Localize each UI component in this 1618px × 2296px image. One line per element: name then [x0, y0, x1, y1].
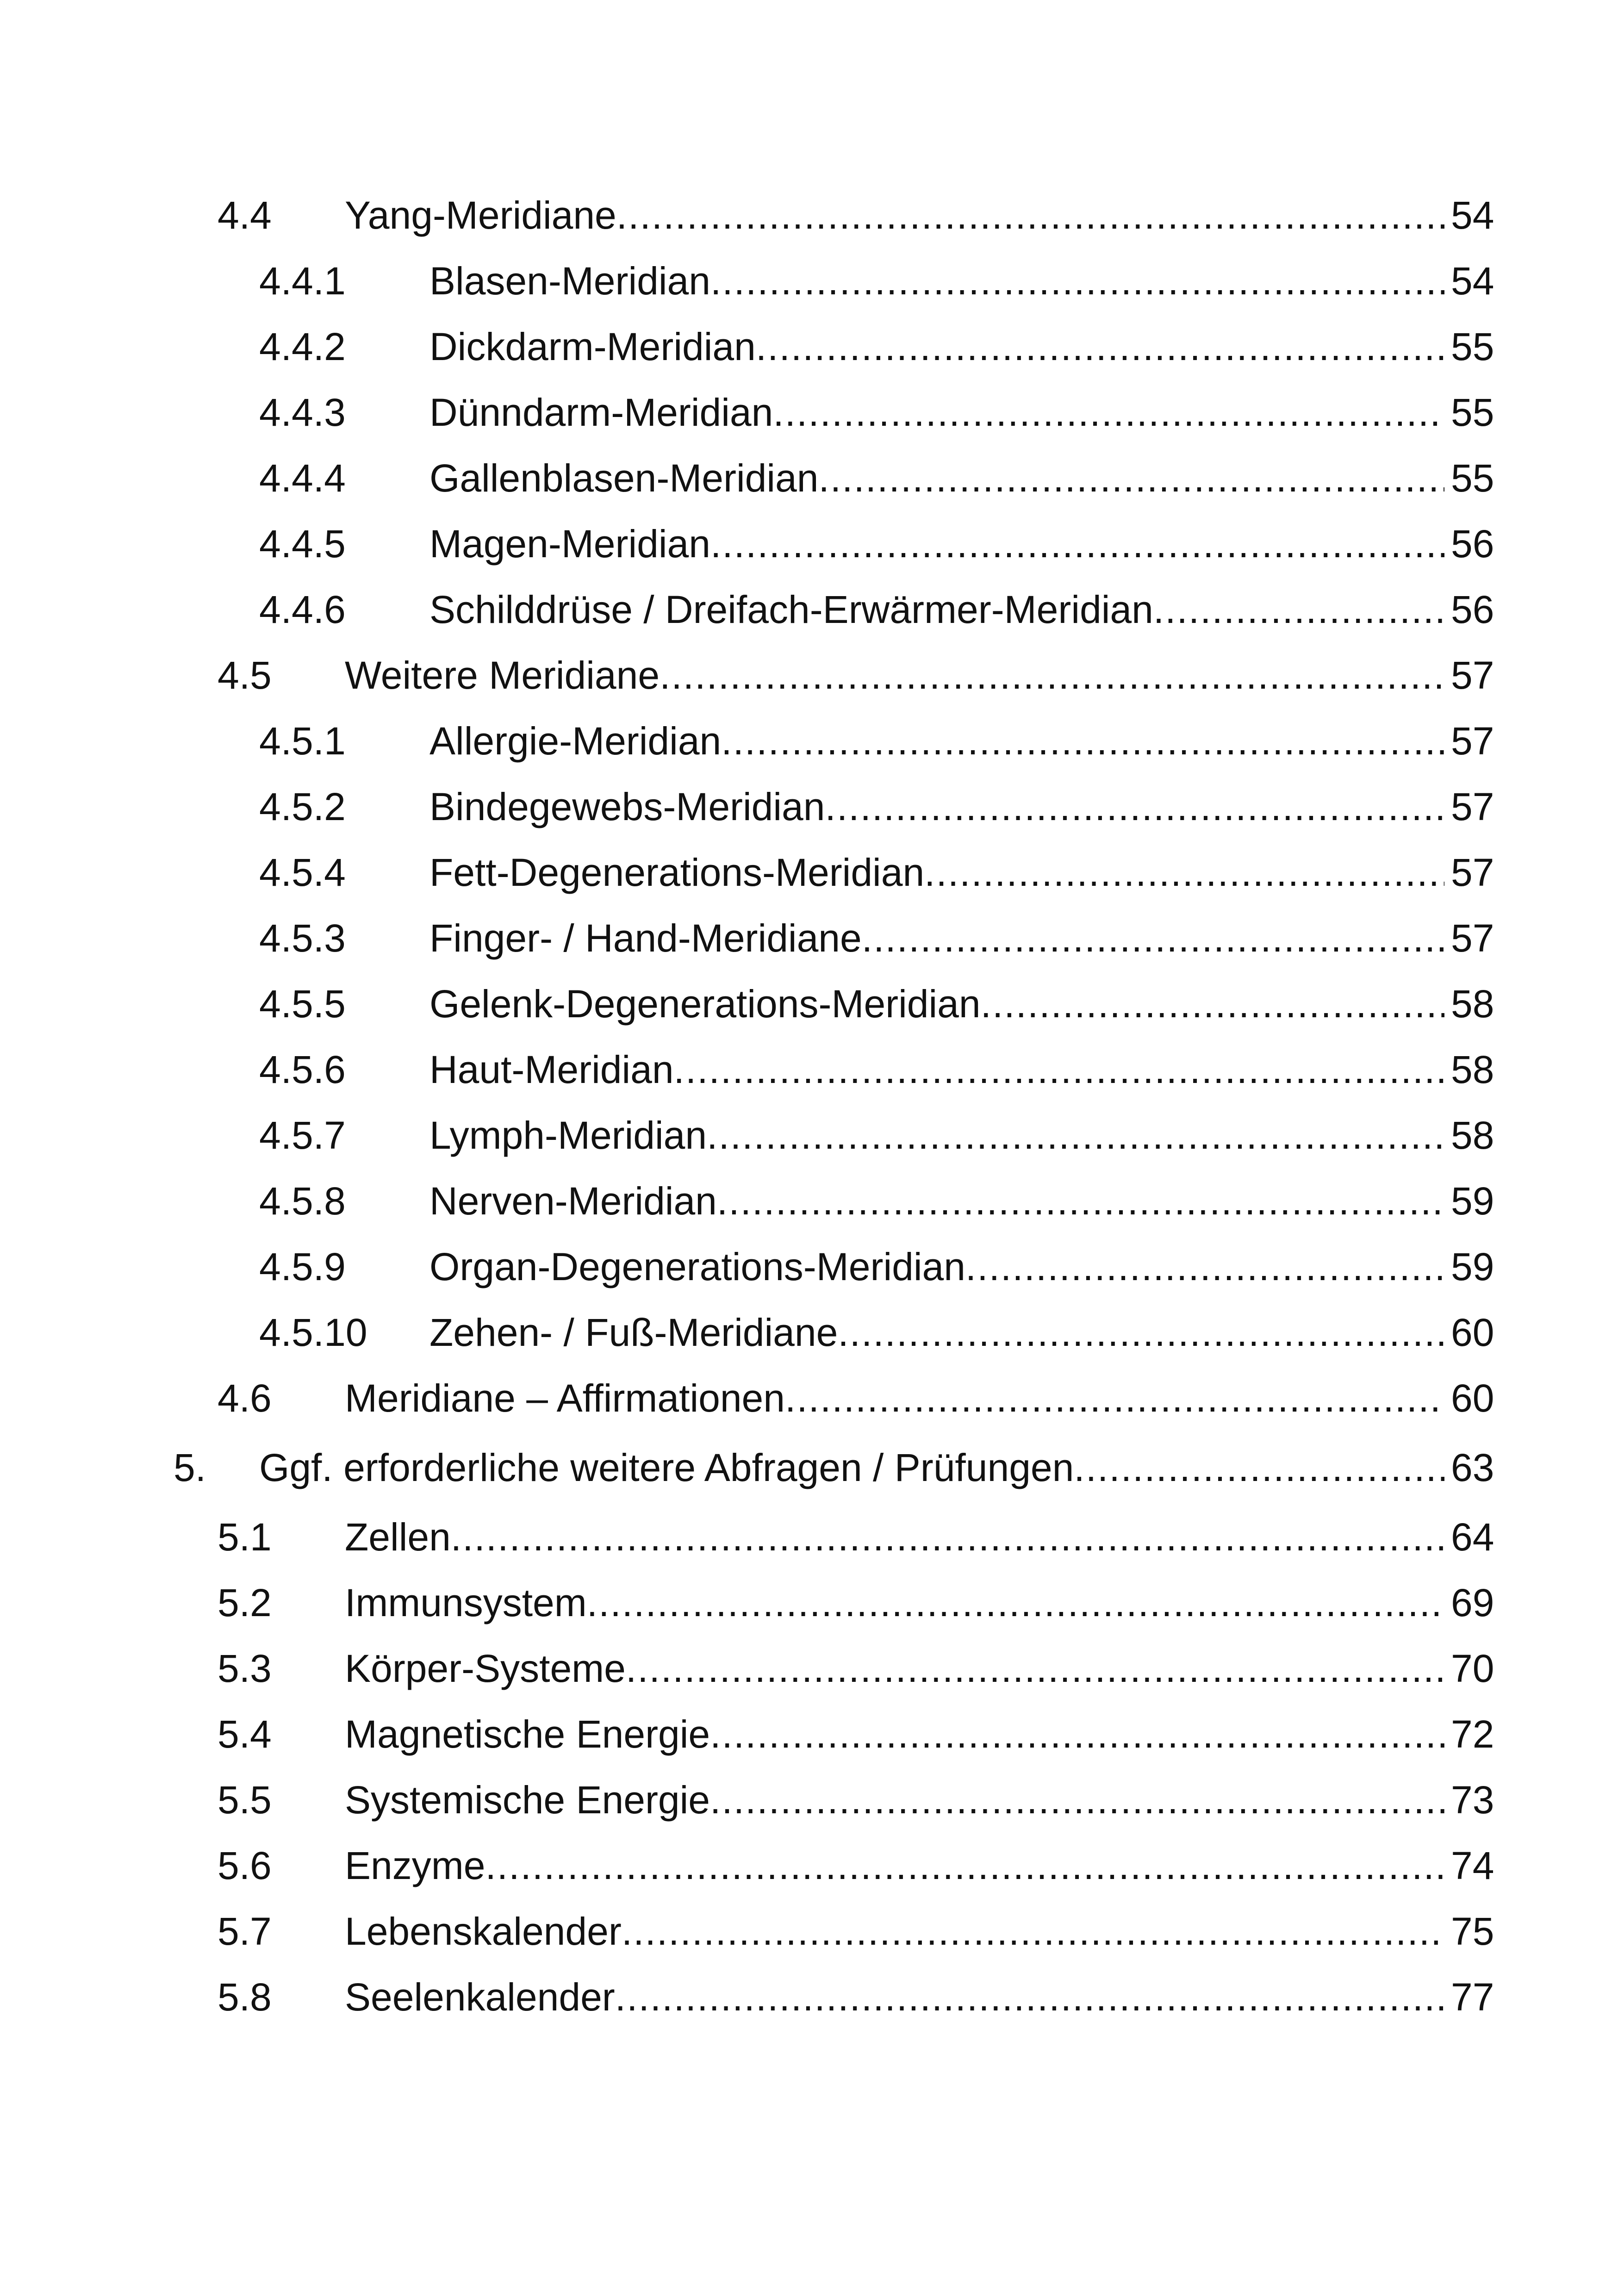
- toc-entry-title-line: [429, 253, 1444, 309]
- toc-entry-number: 4.5.5: [259, 982, 346, 1026]
- toc-entry-number: 4.4.5: [259, 522, 346, 566]
- toc-entry-title: Bindegewebs-Meridian: [429, 779, 825, 834]
- toc-entry-title-line: [429, 845, 1444, 900]
- toc-entry-title-line: [345, 1904, 1444, 1959]
- toc-entry-title: Magnetische Energie: [345, 1706, 710, 1762]
- toc-entry-page-number: 58: [1451, 982, 1494, 1026]
- dot-leader: [626, 1641, 1444, 1696]
- toc-entry[interactable]: [0, 1509, 1618, 1565]
- dot-leader: [1074, 1440, 1444, 1495]
- toc-entry-title: Weitere Meridiane: [345, 647, 660, 703]
- toc-entry-title: Nerven-Meridian: [429, 1173, 717, 1229]
- toc-entry[interactable]: [0, 1575, 1618, 1630]
- toc-entry-number: 4.5.10: [259, 1311, 367, 1354]
- toc-entry-page-number: 59: [1451, 1179, 1494, 1223]
- dot-leader: [838, 1305, 1444, 1360]
- toc-entry-title: Dünndarm-Meridian: [429, 385, 773, 440]
- toc-entry-page-number: 75: [1451, 1910, 1494, 1953]
- toc-entry-title: Fett-Degenerations-Meridian: [429, 845, 924, 900]
- toc-entry-title: Lymph-Meridian: [429, 1108, 707, 1163]
- toc-entry-page-number: 55: [1451, 456, 1494, 500]
- dot-leader: [616, 187, 1444, 243]
- dot-leader: [660, 647, 1444, 703]
- toc-entry[interactable]: [0, 845, 1618, 900]
- toc-entry-page-number: 54: [1451, 193, 1494, 237]
- dot-leader: [710, 1706, 1444, 1762]
- toc-entry-number: 5.7: [218, 1910, 272, 1953]
- toc-entry-number: 4.5.9: [259, 1245, 346, 1288]
- toc-entry-number: 4.5.2: [259, 785, 346, 828]
- dot-leader: [707, 1108, 1444, 1163]
- toc-entry-title: Seelenkalender: [345, 1969, 615, 2025]
- toc-entry[interactable]: [0, 319, 1618, 374]
- toc-entry[interactable]: [0, 1706, 1618, 1762]
- toc-entry-title: Organ-Degenerations-Meridian: [429, 1239, 965, 1294]
- toc-entry-title: Meridiane – Affirmationen: [345, 1370, 785, 1426]
- toc-entry-number: 5.: [174, 1446, 206, 1489]
- toc-entry-page-number: 70: [1451, 1647, 1494, 1690]
- dot-leader: [710, 516, 1444, 572]
- dot-leader: [924, 845, 1444, 900]
- toc-entry-page-number: 57: [1451, 851, 1494, 894]
- toc-entry-number: 4.4.2: [259, 325, 346, 368]
- toc-entry-title-line: [429, 516, 1444, 572]
- toc-entry-title-line: [345, 1575, 1444, 1630]
- toc-entry-title-line: [429, 319, 1444, 374]
- toc-entry-title-line: [429, 1042, 1444, 1097]
- toc-entry-title: Gelenk-Degenerations-Meridian: [429, 976, 981, 1032]
- toc-entry-page-number: 56: [1451, 588, 1494, 631]
- dot-leader: [615, 1969, 1444, 2025]
- toc-entry-title: Immunsystem: [345, 1575, 587, 1630]
- dot-leader: [710, 1772, 1444, 1828]
- dot-leader: [785, 1370, 1444, 1426]
- toc-entry[interactable]: [0, 779, 1618, 834]
- toc-entry-number: 4.5.4: [259, 851, 346, 894]
- dot-leader: [773, 385, 1444, 440]
- dot-leader: [485, 1838, 1444, 1893]
- toc-entry-title: Magen-Meridian: [429, 516, 710, 572]
- toc-entry-title-line: [345, 1838, 1444, 1893]
- toc-entry-title: Allergie-Meridian: [429, 713, 721, 769]
- toc-entry-title: Schilddrüse / Dreifach-Erwärmer-Meridian: [429, 582, 1153, 637]
- toc-entry-title-line: [345, 1370, 1444, 1426]
- toc-entry-title-line: [345, 1641, 1444, 1696]
- toc-entry-title-line: [429, 1108, 1444, 1163]
- toc-entry-title-line: [345, 1772, 1444, 1828]
- toc-entry-page-number: 56: [1451, 522, 1494, 566]
- toc-entry-title-line: [259, 1440, 1444, 1495]
- toc-entry[interactable]: [0, 1173, 1618, 1229]
- toc-entry-title-line: [429, 582, 1444, 637]
- toc-entry-page-number: 58: [1451, 1048, 1494, 1091]
- toc-entry-page-number: 59: [1451, 1245, 1494, 1288]
- toc-entry-page-number: 73: [1451, 1778, 1494, 1822]
- toc-entry-title: Blasen-Meridian: [429, 253, 710, 309]
- toc-entry-title-line: [429, 713, 1444, 769]
- toc-entry-number: 4.5.1: [259, 719, 346, 763]
- toc-entry-title: Finger- / Hand-Meridiane: [429, 910, 862, 966]
- toc-entry[interactable]: [0, 582, 1618, 637]
- toc-entry[interactable]: [0, 385, 1618, 440]
- dot-leader: [1153, 582, 1444, 637]
- toc-entry-page-number: 74: [1451, 1844, 1494, 1887]
- toc-entry[interactable]: [0, 647, 1618, 703]
- dot-leader: [965, 1239, 1444, 1294]
- toc-entry-page-number: 57: [1451, 785, 1494, 828]
- toc-entry-number: 5.4: [218, 1712, 272, 1756]
- toc-entry[interactable]: [0, 1108, 1618, 1163]
- dot-leader: [587, 1575, 1444, 1630]
- toc-entry-title-line: [429, 779, 1444, 834]
- toc-entry-title-line: [429, 450, 1444, 506]
- toc-entry-title-line: [345, 187, 1444, 243]
- dot-leader: [674, 1042, 1444, 1097]
- toc-entry-page-number: 55: [1451, 391, 1494, 434]
- toc-entry-title-line: [429, 385, 1444, 440]
- toc-entry-page-number: 55: [1451, 325, 1494, 368]
- toc-entry-number: 5.5: [218, 1778, 272, 1822]
- toc-entry-title-line: [429, 1305, 1444, 1360]
- toc-entry[interactable]: [0, 1440, 1618, 1495]
- dot-leader: [818, 450, 1444, 506]
- toc-entry-number: 4.4.1: [259, 259, 346, 303]
- toc-entry[interactable]: [0, 187, 1618, 243]
- toc-entry-number: 5.8: [218, 1975, 272, 2019]
- toc-entry-number: 4.4.4: [259, 456, 346, 500]
- toc-entry-page-number: 54: [1451, 259, 1494, 303]
- toc-entry-title: Zellen: [345, 1509, 451, 1565]
- toc-entry-title: Yang-Meridiane: [345, 187, 616, 243]
- toc-entry[interactable]: [0, 1641, 1618, 1696]
- toc-entry[interactable]: [0, 253, 1618, 309]
- toc-entry-page-number: 57: [1451, 653, 1494, 697]
- toc-entry-number: 4.4.3: [259, 391, 346, 434]
- toc-entry-page-number: 60: [1451, 1376, 1494, 1420]
- toc-entry-number: 4.5.6: [259, 1048, 346, 1091]
- toc-entry-page-number: 77: [1451, 1975, 1494, 2019]
- toc-entry-title: Haut-Meridian: [429, 1042, 674, 1097]
- toc-entry-title-line: [429, 1239, 1444, 1294]
- toc-entry-title: Enzyme: [345, 1838, 485, 1893]
- toc-entry-title-line: [345, 647, 1444, 703]
- dot-leader: [756, 319, 1444, 374]
- toc-entry-number: 4.4: [218, 193, 272, 237]
- toc-entry[interactable]: [0, 713, 1618, 769]
- toc-entry[interactable]: [0, 910, 1618, 966]
- dot-leader: [451, 1509, 1444, 1565]
- toc-entry-title: Ggf. erforderliche weitere Abfragen / Prüfungen: [259, 1440, 1074, 1495]
- toc-entry-page-number: 72: [1451, 1712, 1494, 1756]
- toc-entry-number: 4.5.7: [259, 1114, 346, 1157]
- toc-entry-number: 4.5.3: [259, 916, 346, 960]
- toc-entry-title-line: [429, 910, 1444, 966]
- toc-entry-page-number: 57: [1451, 916, 1494, 960]
- toc-entry[interactable]: [0, 1969, 1618, 2025]
- toc-entry-title-line: [429, 976, 1444, 1032]
- toc-entry[interactable]: [0, 450, 1618, 506]
- toc-entry[interactable]: [0, 516, 1618, 572]
- toc-entry[interactable]: [0, 1772, 1618, 1828]
- toc-entry-number: 4.6: [218, 1376, 272, 1420]
- toc-entry-title: Gallenblasen-Meridian: [429, 450, 818, 506]
- dot-leader: [717, 1173, 1444, 1229]
- toc-entry-title: Lebenskalender: [345, 1904, 622, 1959]
- toc-entry-title: Körper-Systeme: [345, 1641, 626, 1696]
- toc-entry[interactable]: [0, 1239, 1618, 1294]
- toc-entry[interactable]: [0, 1370, 1618, 1426]
- toc-entry-title-line: [429, 1173, 1444, 1229]
- toc-entry-page-number: 57: [1451, 719, 1494, 763]
- toc-entry-title: Zehen- / Fuß-Meridiane: [429, 1305, 838, 1360]
- toc-entry-number: 5.6: [218, 1844, 272, 1887]
- toc-entry-title-line: [345, 1509, 1444, 1565]
- toc-entry-page-number: 58: [1451, 1114, 1494, 1157]
- toc-entry-title-line: [345, 1969, 1444, 2025]
- toc-entry-title-line: [345, 1706, 1444, 1762]
- toc-entry[interactable]: [0, 1305, 1618, 1360]
- toc-entry-page-number: 69: [1451, 1581, 1494, 1624]
- dot-leader: [710, 253, 1444, 309]
- dot-leader: [825, 779, 1444, 834]
- toc-entry-title: Dickdarm-Meridian: [429, 319, 756, 374]
- dot-leader: [862, 910, 1444, 966]
- toc-entry[interactable]: [0, 976, 1618, 1032]
- toc-entry-number: 5.2: [218, 1581, 272, 1624]
- toc-entry[interactable]: [0, 1904, 1618, 1959]
- toc-entry-page-number: 64: [1451, 1515, 1494, 1559]
- toc-entry-number: 5.3: [218, 1647, 272, 1690]
- toc-entry-number: 4.5.8: [259, 1179, 346, 1223]
- toc-entry-page-number: 63: [1451, 1446, 1494, 1489]
- toc-entry-number: 4.5: [218, 653, 272, 697]
- toc-entry-number: 5.1: [218, 1515, 272, 1559]
- dot-leader: [981, 976, 1444, 1032]
- dot-leader: [622, 1904, 1444, 1959]
- toc-entry-number: 4.4.6: [259, 588, 346, 631]
- toc-entry-page-number: 60: [1451, 1311, 1494, 1354]
- toc-entry[interactable]: [0, 1838, 1618, 1893]
- toc-entry[interactable]: [0, 1042, 1618, 1097]
- toc-entry-title: Systemische Energie: [345, 1772, 710, 1828]
- dot-leader: [721, 713, 1444, 769]
